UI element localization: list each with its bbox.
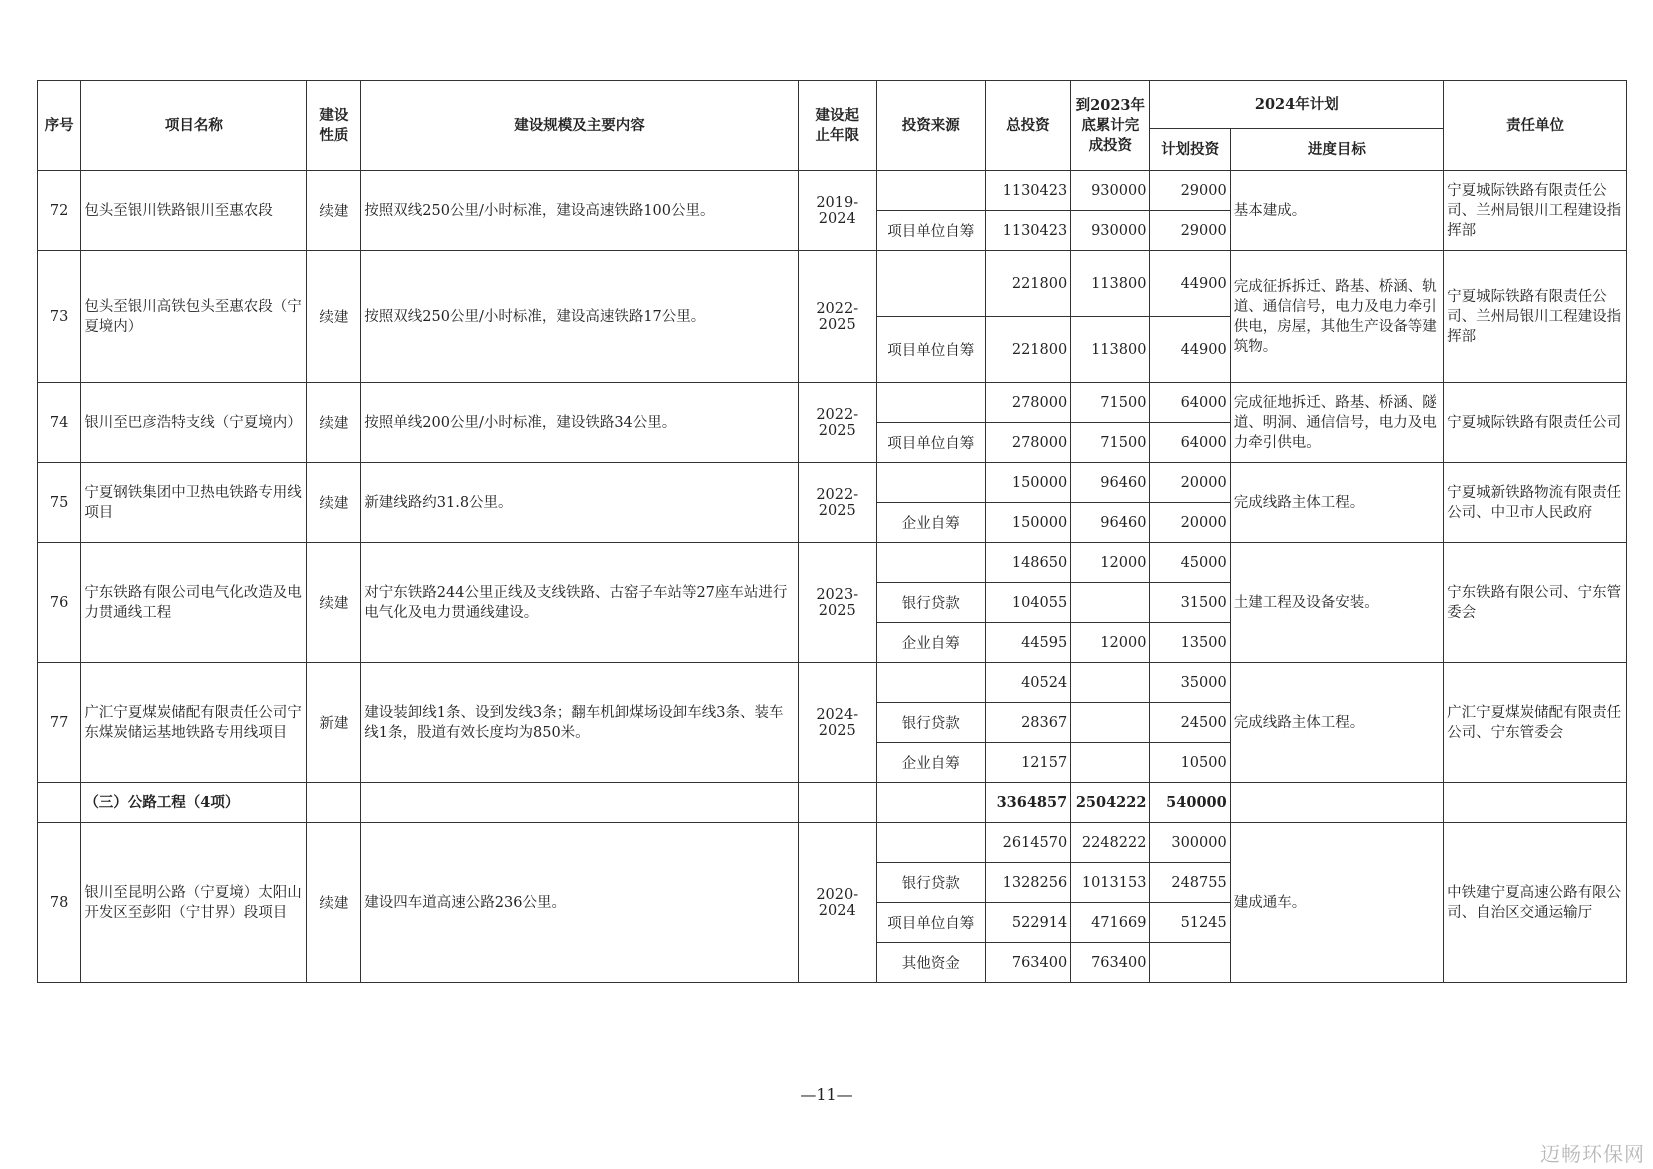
project-seq: 76 (38, 543, 81, 663)
funding-source (876, 251, 985, 317)
funding-source (876, 823, 985, 863)
cumulative-investment (1071, 583, 1150, 623)
total-investment: 763400 (985, 943, 1071, 983)
header-seq: 序号 (38, 81, 81, 171)
plan-investment: 300000 (1150, 823, 1230, 863)
total-investment: 1130423 (985, 211, 1071, 251)
funding-source: 企业自筹 (876, 743, 985, 783)
total-investment: 278000 (985, 423, 1071, 463)
cumulative-investment: 12000 (1071, 543, 1150, 583)
header-name: 项目名称 (81, 81, 307, 171)
progress-target: 建成通车。 (1230, 823, 1443, 983)
cumulative-investment: 71500 (1071, 383, 1150, 423)
funding-source: 银行贷款 (876, 863, 985, 903)
project-name: 包头至银川铁路银川至惠农段 (81, 171, 307, 251)
project-content: 按照双线250公里/小时标准，建设高速铁路100公里。 (361, 171, 798, 251)
funding-source: 企业自筹 (876, 623, 985, 663)
funding-source: 其他资金 (876, 943, 985, 983)
total-investment: 221800 (985, 251, 1071, 317)
project-period: 2019-2024 (798, 171, 876, 251)
project-seq: 72 (38, 171, 81, 251)
page-number: —11— (800, 1085, 853, 1104)
funding-source (876, 171, 985, 211)
total-investment: 104055 (985, 583, 1071, 623)
funding-source (876, 383, 985, 423)
total-investment: 221800 (985, 317, 1071, 383)
plan-investment: 10500 (1150, 743, 1230, 783)
project-content: 按照双线250公里/小时标准，建设高速铁路17公里。 (361, 251, 798, 383)
responsible-unit: 宁夏城新铁路物流有限责任公司、中卫市人民政府 (1444, 463, 1627, 543)
project-name: 宁夏钢铁集团中卫热电铁路专用线项目 (81, 463, 307, 543)
plan-investment: 13500 (1150, 623, 1230, 663)
project-content: 新建线路约31.8公里。 (361, 463, 798, 543)
project-nature: 续建 (307, 171, 361, 251)
table-body-highway (38, 823, 1627, 983)
section-total: 3364857 (985, 783, 1071, 823)
total-investment: 1130423 (985, 171, 1071, 211)
project-name: 广汇宁夏煤炭储配有限责任公司宁东煤炭储运基地铁路专用线项目 (81, 663, 307, 783)
total-investment: 148650 (985, 543, 1071, 583)
plan-investment (1150, 943, 1230, 983)
header-total: 总投资 (985, 81, 1071, 171)
project-content: 按照单线200公里/小时标准，建设铁路34公里。 (361, 383, 798, 463)
plan-investment: 51245 (1150, 903, 1230, 943)
cumulative-investment: 930000 (1071, 171, 1150, 211)
funding-source: 银行贷款 (876, 703, 985, 743)
project-name: 银川至昆明公路（宁夏境）太阳山开发区至彭阳（宁甘界）段项目 (81, 823, 307, 983)
cumulative-investment: 2248222 (1071, 823, 1150, 863)
plan-investment: 35000 (1150, 663, 1230, 703)
project-period: 2024-2025 (798, 663, 876, 783)
cumulative-investment: 96460 (1071, 463, 1150, 503)
project-name: 宁东铁路有限公司电气化改造及电力贯通线工程 (81, 543, 307, 663)
header-plan-2024: 2024年计划 (1150, 81, 1444, 129)
section-cumulative: 2504222 (1071, 783, 1150, 823)
progress-target: 完成线路主体工程。 (1230, 463, 1443, 543)
header-nature: 建设 性质 (307, 81, 361, 171)
header-source: 投资来源 (876, 81, 985, 171)
total-investment: 150000 (985, 463, 1071, 503)
section-label: （三）公路工程（4项） (81, 783, 307, 823)
cumulative-investment: 1013153 (1071, 863, 1150, 903)
funding-source: 项目单位自筹 (876, 903, 985, 943)
plan-investment: 64000 (1150, 423, 1230, 463)
progress-target: 完成征地拆迁、路基、桥涵、隧道、明洞、通信信号，电力及电力牵引供电。 (1230, 383, 1443, 463)
table-row (38, 823, 1627, 863)
progress-target: 完成线路主体工程。 (1230, 663, 1443, 783)
investment-table (37, 80, 1627, 983)
plan-investment: 31500 (1150, 583, 1230, 623)
cumulative-investment (1071, 663, 1150, 703)
project-nature: 续建 (307, 463, 361, 543)
cumulative-investment: 930000 (1071, 211, 1150, 251)
funding-source (876, 663, 985, 703)
table-row (38, 171, 1627, 211)
table-row (38, 663, 1627, 703)
funding-source: 企业自筹 (876, 503, 985, 543)
header-progress: 进度目标 (1230, 129, 1443, 171)
header-unit: 责任单位 (1444, 81, 1627, 171)
table-row (38, 383, 1627, 423)
project-content: 建设四车道高速公路236公里。 (361, 823, 798, 983)
project-period: 2022-2025 (798, 251, 876, 383)
funding-source (876, 543, 985, 583)
project-seq: 78 (38, 823, 81, 983)
progress-target: 完成征拆拆迁、路基、桥涵、轨道、通信信号，电力及电力牵引供电，房屋，其他生产设备等建筑物。 (1230, 251, 1443, 383)
total-investment: 28367 (985, 703, 1071, 743)
cumulative-investment (1071, 703, 1150, 743)
plan-investment: 20000 (1150, 463, 1230, 503)
funding-source: 项目单位自筹 (876, 211, 985, 251)
table-row (38, 251, 1627, 317)
total-investment: 150000 (985, 503, 1071, 543)
project-nature: 新建 (307, 663, 361, 783)
table-body-railway (38, 171, 1627, 783)
total-investment: 40524 (985, 663, 1071, 703)
cumulative-investment: 12000 (1071, 623, 1150, 663)
watermark: 迈畅环保网 (1540, 1142, 1645, 1166)
cumulative-investment: 471669 (1071, 903, 1150, 943)
responsible-unit: 宁东铁路有限公司、宁东管委会 (1444, 543, 1627, 663)
project-seq: 73 (38, 251, 81, 383)
total-investment: 1328256 (985, 863, 1071, 903)
responsible-unit: 广汇宁夏煤炭储配有限责任公司、宁东管委会 (1444, 663, 1627, 783)
responsible-unit: 宁夏城际铁路有限责任公司、兰州局银川工程建设指挥部 (1444, 171, 1627, 251)
cumulative-investment: 71500 (1071, 423, 1150, 463)
project-period: 2020-2024 (798, 823, 876, 983)
project-seq: 77 (38, 663, 81, 783)
plan-investment: 29000 (1150, 211, 1230, 251)
cumulative-investment: 763400 (1071, 943, 1150, 983)
project-seq: 74 (38, 383, 81, 463)
header-plan-invest: 计划投资 (1150, 129, 1230, 171)
progress-target: 基本建成。 (1230, 171, 1443, 251)
funding-source: 银行贷款 (876, 583, 985, 623)
table-row (38, 543, 1627, 583)
cumulative-investment (1071, 743, 1150, 783)
project-period: 2022-2025 (798, 463, 876, 543)
table-row (38, 463, 1627, 503)
cumulative-investment: 113800 (1071, 251, 1150, 317)
plan-investment: 20000 (1150, 503, 1230, 543)
header-cumulative: 到2023年 底累计完 成投资 (1071, 81, 1150, 171)
project-nature: 续建 (307, 823, 361, 983)
header-period: 建设起 止年限 (798, 81, 876, 171)
project-nature: 续建 (307, 251, 361, 383)
cumulative-investment: 113800 (1071, 317, 1150, 383)
responsible-unit: 中铁建宁夏高速公路有限公司、自治区交通运输厅 (1444, 823, 1627, 983)
responsible-unit: 宁夏城际铁路有限责任公司 (1444, 383, 1627, 463)
project-nature: 续建 (307, 543, 361, 663)
funding-source: 项目单位自筹 (876, 317, 985, 383)
plan-investment: 64000 (1150, 383, 1230, 423)
total-investment: 2614570 (985, 823, 1071, 863)
project-seq: 75 (38, 463, 81, 543)
plan-investment: 45000 (1150, 543, 1230, 583)
plan-investment: 44900 (1150, 251, 1230, 317)
cumulative-investment: 96460 (1071, 503, 1150, 543)
project-content: 建设装卸线1条、设到发线3条；翻车机卸煤场设卸车线3条、装车线1条，股道有效长度均为850米。 (361, 663, 798, 783)
header-content: 建设规模及主要内容 (361, 81, 798, 171)
plan-investment: 29000 (1150, 171, 1230, 211)
plan-investment: 24500 (1150, 703, 1230, 743)
progress-target: 土建工程及设备安装。 (1230, 543, 1443, 663)
project-period: 2022-2025 (798, 383, 876, 463)
total-investment: 44595 (985, 623, 1071, 663)
table-header (38, 81, 1627, 171)
section-plan: 540000 (1150, 783, 1230, 823)
project-content: 对宁东铁路244公里正线及支线铁路、古窑子车站等27座车站进行电气化及电力贯通线建设。 (361, 543, 798, 663)
table-section-row (38, 783, 1627, 823)
project-name: 银川至巴彦浩特支线（宁夏境内） (81, 383, 307, 463)
project-period: 2023-2025 (798, 543, 876, 663)
project-nature: 续建 (307, 383, 361, 463)
funding-source: 项目单位自筹 (876, 423, 985, 463)
total-investment: 12157 (985, 743, 1071, 783)
funding-source (876, 463, 985, 503)
project-name: 包头至银川高铁包头至惠农段（宁夏境内） (81, 251, 307, 383)
plan-investment: 44900 (1150, 317, 1230, 383)
total-investment: 278000 (985, 383, 1071, 423)
total-investment: 522914 (985, 903, 1071, 943)
responsible-unit: 宁夏城际铁路有限责任公司、兰州局银川工程建设指挥部 (1444, 251, 1627, 383)
plan-investment: 248755 (1150, 863, 1230, 903)
